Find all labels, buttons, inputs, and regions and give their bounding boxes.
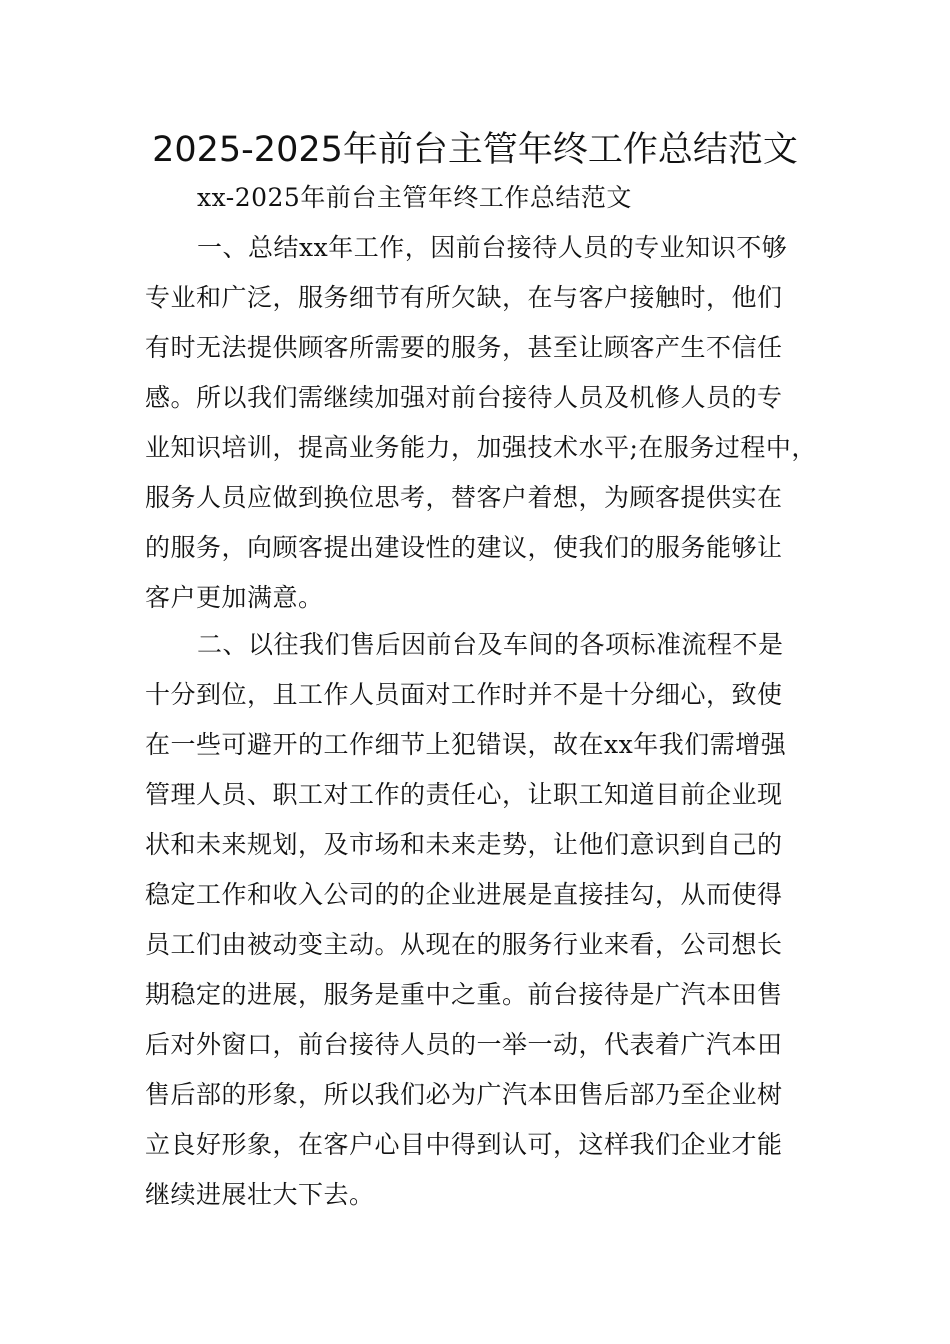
paragraph-2-line-7: 员工们由被动变主动。从现在的服务行业来看，公司想长: [145, 930, 783, 959]
paragraph-1-line-4: 感。所以我们需继续加强对前台接待人员及机修人员的专: [145, 383, 783, 412]
paragraph-1-line-2: 专业和广泛，服务细节有所欠缺，在与客户接触时，他们: [145, 283, 783, 312]
paragraph-2-line-8: 期稳定的进展，服务是重中之重。前台接待是广汽本田售: [145, 980, 783, 1009]
paragraph-2-line-1: 二、以往我们售后因前台及车间的各项标准流程不是: [197, 630, 784, 659]
paragraph-1-line-8: 客户更加满意。: [145, 583, 324, 612]
paragraph-2-line-9: 后对外窗口，前台接待人员的一举一动，代表着广汽本田: [145, 1030, 783, 1059]
paragraph-2-line-11: 立良好形象，在客户心目中得到认可，这样我们企业才能: [145, 1130, 783, 1159]
paragraph-2-line-3: 在一些可避开的工作细节上犯错误，故在xx年我们需增强: [145, 730, 787, 759]
document-subtitle: xx-2025年前台主管年终工作总结范文: [197, 183, 632, 212]
paragraph-2-line-5: 状和未来规划，及市场和未来走势，让他们意识到自己的: [145, 830, 783, 859]
paragraph-2-line-12: 继续进展壮大下去。: [145, 1180, 375, 1209]
paragraph-1-line-7: 的服务，向顾客提出建设性的建议，使我们的服务能够让: [145, 533, 783, 562]
document-title: 2025-2025年前台主管年终工作总结范文: [152, 130, 798, 170]
paragraph-1-line-6: 服务人员应做到换位思考，替客户着想，为顾客提供实在: [145, 483, 783, 512]
paragraph-1-line-3: 有时无法提供顾客所需要的服务，甚至让顾客产生不信任: [145, 333, 783, 362]
paragraph-1-line-5: 业知识培训，提高业务能力，加强技术水平;在服务过程中，: [145, 433, 817, 462]
paragraph-1-line-1: 一、总结xx年工作，因前台接待人员的专业知识不够: [197, 233, 788, 262]
paragraph-2-line-10: 售后部的形象，所以我们必为广汽本田售后部乃至企业树: [145, 1080, 783, 1109]
paragraph-2-line-2: 十分到位，且工作人员面对工作时并不是十分细心，致使: [145, 680, 783, 709]
paragraph-2-line-4: 管理人员、职工对工作的责任心，让职工知道目前企业现: [145, 780, 783, 809]
paragraph-2-line-6: 稳定工作和收入公司的的企业进展是直接挂勾，从而使得: [145, 880, 783, 909]
